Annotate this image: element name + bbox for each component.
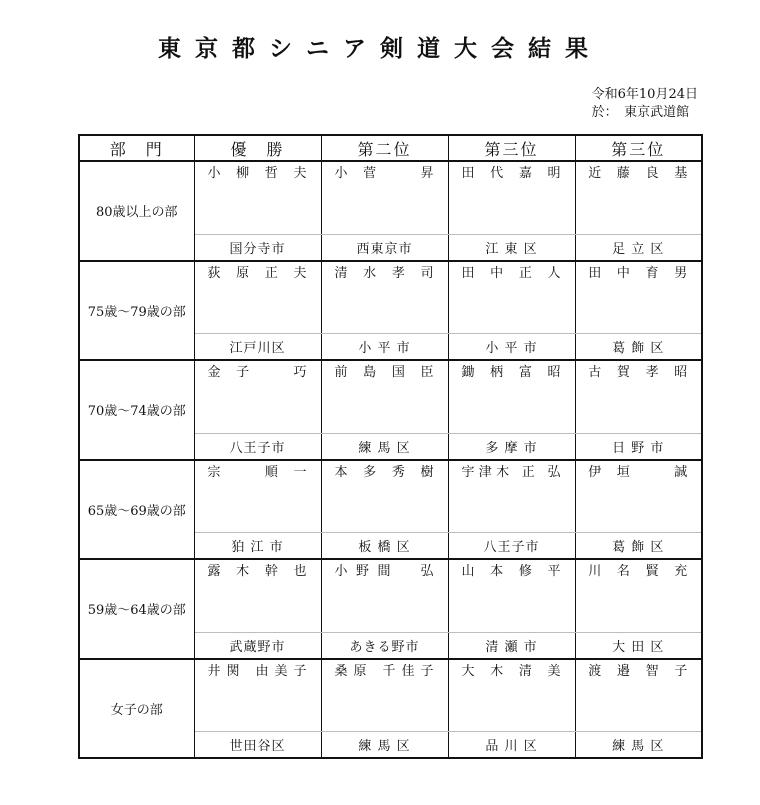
winner-name: 荻原正夫	[207, 265, 308, 281]
third-a-name: 鋤柄富昭	[461, 365, 562, 380]
third-a-name: 大木清美	[461, 663, 562, 679]
header-third-a: 第三位	[448, 135, 575, 161]
second-area: 練 馬 区	[321, 433, 448, 460]
header-second: 第二位	[321, 135, 448, 161]
third-b-name: 田中育男	[588, 265, 689, 281]
winner-area: 江戸川区	[194, 334, 321, 361]
winner-area: 国分寺市	[194, 234, 321, 261]
second-area: 西東京市	[321, 234, 448, 261]
page-title: 東京都シニア剣道大会結果	[158, 35, 602, 62]
second-cell	[321, 261, 448, 334]
second-cell	[321, 659, 448, 732]
third-b-cell	[575, 460, 702, 533]
winner-area: 狛 江 市	[194, 533, 321, 560]
third-b-name: 伊垣 誠	[588, 464, 689, 480]
header-division: 部 門	[79, 135, 194, 161]
division-label: 80歳以上の部	[79, 161, 194, 261]
third-a-area: 多 摩 市	[448, 433, 575, 460]
third-a-area: 小 平 市	[448, 334, 575, 361]
third-a-cell	[448, 559, 575, 632]
third-b-cell	[575, 559, 702, 632]
third-a-cell	[448, 460, 575, 533]
third-a-cell	[448, 360, 575, 433]
third-b-cell	[575, 161, 702, 234]
second-area: 板 橋 区	[321, 533, 448, 560]
second-cell	[321, 559, 448, 632]
division-label: 75歳～79歳の部	[79, 261, 194, 361]
winner-area: 八王子市	[194, 433, 321, 460]
second-name: 清水孝司	[334, 265, 435, 281]
header-row	[79, 135, 702, 161]
winner-cell	[194, 460, 321, 533]
table-row	[79, 360, 702, 433]
division-label: 65歳～69歳の部	[79, 460, 194, 560]
table-row	[79, 460, 702, 533]
third-a-cell	[448, 659, 575, 732]
header-winner: 優 勝	[194, 135, 321, 161]
winner-cell	[194, 559, 321, 632]
second-name: 本多秀樹	[334, 464, 435, 480]
results-table	[78, 134, 703, 759]
winner-name: 宗 順一	[207, 464, 308, 480]
third-b-cell	[575, 360, 702, 433]
winner-name: 小柳哲夫	[207, 166, 308, 181]
event-venue: 於： 東京武道館	[591, 105, 690, 120]
second-area: あきる野市	[321, 632, 448, 659]
table-row	[79, 559, 702, 632]
third-b-name: 古賀孝昭	[588, 365, 689, 380]
second-area: 小 平 市	[321, 334, 448, 361]
division-label: 59歳～64歳の部	[79, 559, 194, 659]
winner-cell	[194, 261, 321, 334]
winner-name: 露木幹也	[207, 564, 308, 579]
division-label: 女子の部	[79, 659, 194, 759]
second-cell	[321, 460, 448, 533]
second-name: 小野間 弘	[334, 564, 435, 579]
winner-area: 世田谷区	[194, 732, 321, 759]
second-name: 小菅 昇	[334, 166, 435, 181]
winner-name: 金子 巧	[207, 365, 308, 380]
third-b-area: 大 田 区	[575, 632, 702, 659]
third-a-area: 品 川 区	[448, 732, 575, 759]
winner-name: 井関 由美子	[207, 663, 308, 679]
second-cell	[321, 161, 448, 234]
winner-cell	[194, 360, 321, 433]
third-a-area: 清 瀬 市	[448, 632, 575, 659]
winner-cell	[194, 161, 321, 234]
third-a-cell	[448, 161, 575, 234]
header-third-b: 第三位	[575, 135, 702, 161]
third-b-cell	[575, 659, 702, 732]
third-b-area: 葛 飾 区	[575, 533, 702, 560]
second-name: 桑原 千佳子	[334, 663, 435, 679]
event-date: 令和6年10月24日	[591, 87, 698, 102]
third-b-name: 川名賢充	[588, 564, 689, 579]
third-a-name: 山本修平	[461, 564, 562, 579]
third-a-area: 八王子市	[448, 533, 575, 560]
winner-area: 武蔵野市	[194, 632, 321, 659]
event-meta	[592, 86, 698, 122]
second-name: 前島国臣	[334, 365, 435, 380]
table-row	[79, 161, 702, 234]
second-area: 練 馬 区	[321, 732, 448, 759]
third-a-name: 田中正人	[461, 265, 562, 281]
table-row	[79, 659, 702, 732]
third-b-name: 渡邉智子	[588, 663, 689, 679]
third-b-cell	[575, 261, 702, 334]
third-b-area: 練 馬 区	[575, 732, 702, 759]
third-a-name: 田代嘉明	[461, 166, 562, 181]
results-body	[79, 161, 702, 758]
third-a-area: 江 東 区	[448, 234, 575, 261]
third-a-name: 宇津木 正 弘	[461, 464, 562, 480]
third-b-area: 葛 飾 区	[575, 334, 702, 361]
table-row	[79, 261, 702, 334]
division-label: 70歳～74歳の部	[79, 360, 194, 460]
second-cell	[321, 360, 448, 433]
winner-cell	[194, 659, 321, 732]
third-b-name: 近藤良基	[588, 166, 689, 181]
third-b-area: 日 野 市	[575, 433, 702, 460]
third-a-cell	[448, 261, 575, 334]
third-b-area: 足 立 区	[575, 234, 702, 261]
